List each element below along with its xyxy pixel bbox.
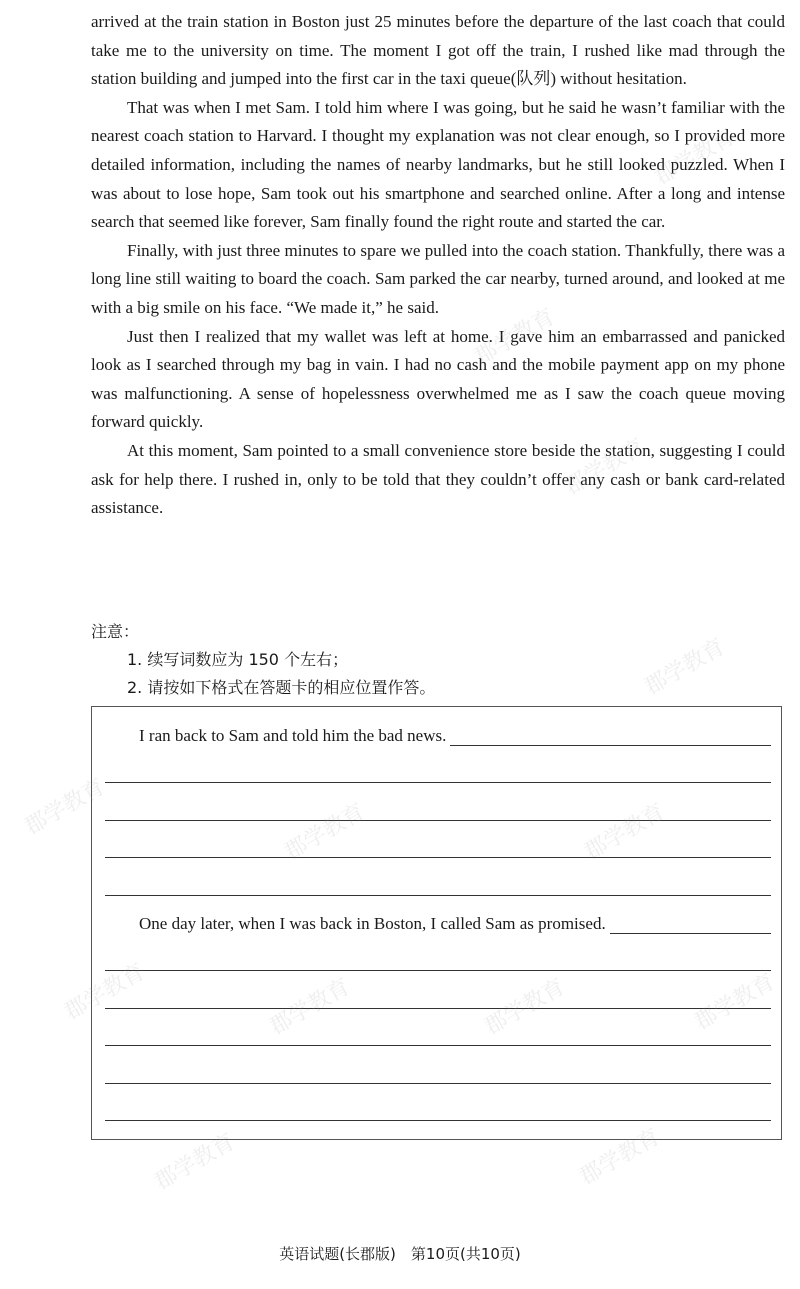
writing-blank[interactable] <box>610 914 771 934</box>
instruction-item: 1. 续写词数应为 150 个左右； <box>127 650 349 669</box>
writing-line[interactable] <box>105 1120 771 1121</box>
writing-line[interactable] <box>105 857 771 858</box>
watermark: 郡学教育 <box>60 959 150 1026</box>
paragraph2-prompt: One day later, when I was back in Boston, I called Sam as promised. <box>139 914 606 933</box>
writing-line[interactable] <box>105 1045 771 1046</box>
writing-line[interactable] <box>105 820 771 821</box>
answer-box <box>91 706 782 1140</box>
passage-paragraph: Finally, with just three minutes to spare we pulled into the coach station. Thankfully, there was a long line still waiting to board the coach. Sam parked the car nearby, turned around, and looked at me with a big smile on his face. “We made it,” he said. <box>91 240 785 317</box>
paragraph1-prompt: I ran back to Sam and told him the bad news. <box>139 726 447 745</box>
watermark: 郡学教育 <box>480 974 570 1041</box>
watermark: 郡学教育 <box>265 974 355 1041</box>
writing-line[interactable] <box>105 1008 771 1009</box>
watermark: 郡学教育 <box>580 799 670 866</box>
watermark: 郡学教育 <box>690 969 780 1036</box>
watermark: 郡学教育 <box>280 799 370 866</box>
writing-line[interactable] <box>105 895 771 896</box>
watermark: 郡学教育 <box>560 434 650 501</box>
writing-line[interactable] <box>105 782 771 783</box>
passage-paragraph: Just then I realized that my wallet was left at home. I gave him an embarrassed and panicked look as I searched through my bag in vain. I had no cash and the mobile payment app on my phone was malfunctioning. A sense of hopelessness overwhelmed me as I saw the coach queue moving forward quickly. <box>91 326 785 432</box>
watermark: 郡学教育 <box>650 124 740 191</box>
story-passage <box>91 8 785 523</box>
passage-paragraph: arrived at the train station in Boston just 25 minutes before the departure of the last coach that could take me to the university on time. The moment I got off the train, I rushed like mad through the station building and jumped into the first car in the taxi queue(队列) without hesitation. <box>91 12 785 89</box>
watermark: 郡学教育 <box>575 1124 665 1191</box>
writing-blank[interactable] <box>450 726 771 746</box>
watermark: 郡学教育 <box>20 774 110 841</box>
instructions <box>91 618 785 702</box>
page-footer: 英语试题(长郡版) 第10页(共10页) <box>279 1245 521 1263</box>
watermark: 郡学教育 <box>150 1129 240 1196</box>
writing-line[interactable] <box>105 970 771 971</box>
passage-paragraph: That was when I met Sam. I told him where I was going, but he said he wasn’t familiar with the nearest coach station to Harvard. I thought my explanation was not clear enough, so I provided more detailed information, including the names of nearby landmarks, but he still looked puzzled. When I was about to lose hope, Sam took out his smartphone and searched online. After a long and intense search that seemed like forever, Sam finally found the right route and started the car. <box>91 97 785 232</box>
instructions-title: 注意： <box>91 622 140 641</box>
writing-line[interactable] <box>105 1083 771 1084</box>
watermark: 郡学教育 <box>470 304 560 371</box>
paragraph2-prompt-line <box>139 914 771 934</box>
paragraph1-prompt-line <box>139 726 771 746</box>
instruction-item: 2. 请按如下格式在答题卡的相应位置作答。 <box>127 678 436 697</box>
watermark: 郡学教育 <box>640 634 730 701</box>
passage-paragraph: At this moment, Sam pointed to a small convenience store beside the station, suggesting I could ask for help there. I rushed in, only to be told that they couldn’t offer any cash or bank card-related assistance. <box>91 440 785 518</box>
